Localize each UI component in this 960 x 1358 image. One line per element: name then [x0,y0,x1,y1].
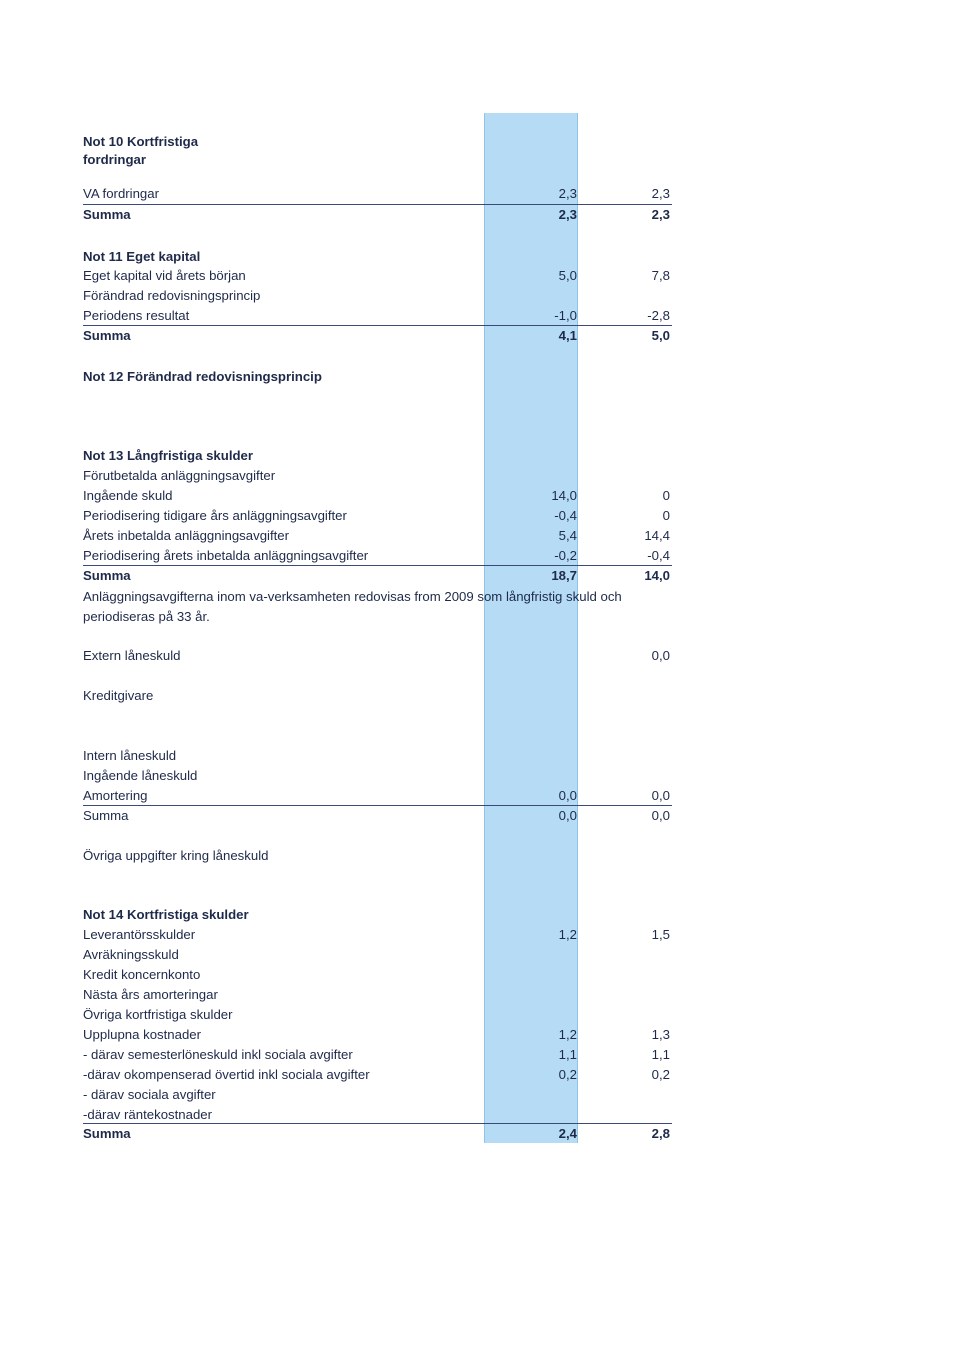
note13-paragraph: Anläggningsavgifterna inom va-verksamheten redovisas from 2009 som långfristig skuld och periodiseras på 33 år. [83,589,622,624]
table-row: -därav räntekostnader [83,1107,213,1122]
table-row: Övriga kortfristiga skulder [83,1007,233,1022]
table-row: - därav semesterlöneskuld inkl sociala avgifter 1,1 1,1 [83,1047,670,1062]
table-row: Nästa års amorteringar [83,987,218,1002]
intern-loan-title: Intern låneskuld [83,748,177,763]
table-row: Periodisering årets inbetalda anläggningsavgifter -0,2 -0,4 [83,548,670,563]
summary-row: Summa 4,1 5,0 [83,328,670,343]
table-row: Amortering 0,0 0,0 [83,788,670,803]
table-row: Periodisering tidigare års anläggningsavgifter -0,4 0 [83,508,670,523]
summary-row: Summa 2,4 2,8 [83,1126,670,1141]
note11-title: Not 11 Eget kapital [83,249,201,264]
table-row: Ingående låneskuld [83,768,198,783]
table-row: Kredit koncernkonto [83,967,201,982]
summary-row: Summa 2,3 2,3 [83,207,670,222]
table-row: -därav okompenserad övertid inkl sociala avgifter 0,2 0,2 [83,1067,670,1082]
table-row: Förändrad redovisningsprincip [83,288,261,303]
note10-title-line2: fordringar [83,152,147,167]
table-row: Avräkningsskuld [83,947,179,962]
table-row: Årets inbetalda anläggningsavgifter 5,4 14,4 [83,528,670,543]
table-row: Leverantörsskulder 1,2 1,5 [83,927,670,942]
note12-title: Not 12 Förändrad redovisningsprincip [83,369,322,384]
ovriga-title: Övriga uppgifter kring låneskuld [83,848,269,863]
note14-title: Not 14 Kortfristiga skulder [83,907,249,922]
extern-loan-row: Extern låneskuld 0,0 [83,648,670,663]
table-row: - därav sociala avgifter [83,1087,216,1102]
table-row: Eget kapital vid årets början 5,0 7,8 [83,268,670,283]
summary-row: Summa 0,0 0,0 [83,808,670,823]
kreditgivare-label: Kreditgivare [83,688,154,703]
table-row: Periodens resultat -1,0 -2,8 [83,308,670,323]
table-row: Upplupna kostnader 1,2 1,3 [83,1027,670,1042]
note13-subtitle: Förutbetalda anläggningsavgifter [83,468,276,483]
table-row: VA fordringar 2,3 2,3 [83,186,670,201]
note13-title: Not 13 Långfristiga skulder [83,448,254,463]
table-row: Ingående skuld 14,0 0 [83,488,670,503]
note10-title-line1: Not 10 Kortfristiga [83,134,199,149]
summary-row: Summa 18,7 14,0 [83,568,670,583]
